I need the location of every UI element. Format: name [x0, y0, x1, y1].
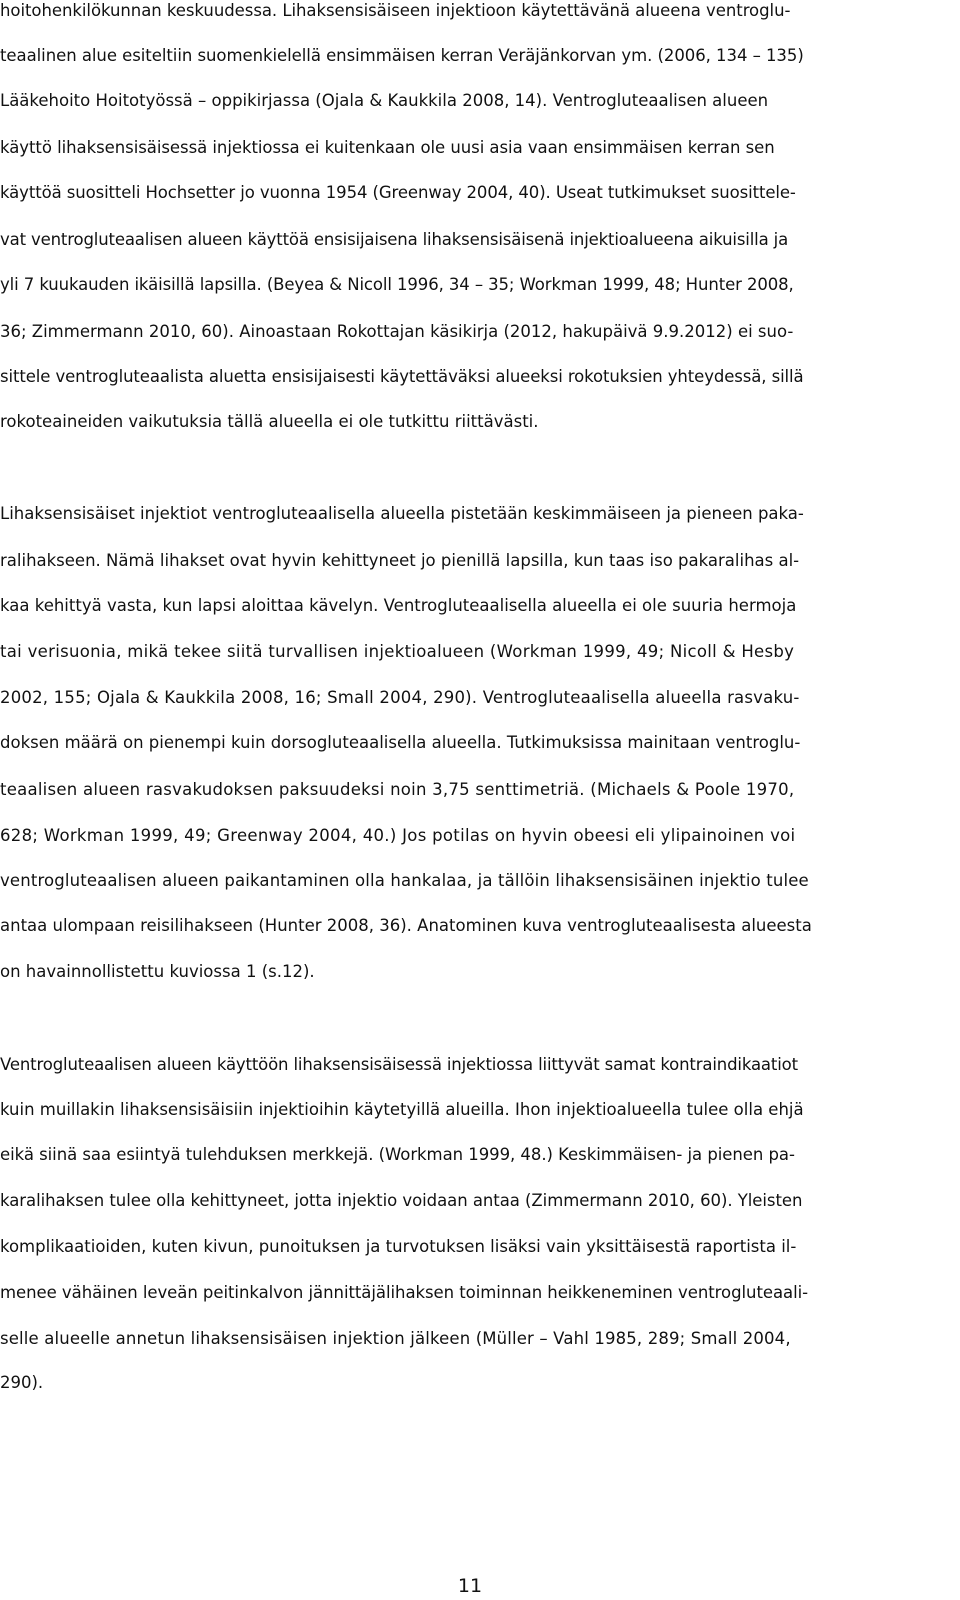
paragraph-line: karalihaksen tulee olla kehittyneet, jotta injektio voidaan antaa (Zimmermann 2010, 60). Yleisten: [0, 1191, 803, 1210]
paragraph-line: teaalinen alue esiteltiin suomenkielellä ensimmäisen kerran Veräjänkorvan ym. (2006, 134 – 135): [0, 46, 804, 65]
paragraph-line: yli 7 kuukauden ikäisillä lapsilla. (Beyea & Nicoll 1996, 34 – 35; Workman 1999, 48; Hunter 2008,: [0, 275, 794, 294]
paragraph-line: antaa ulompaan reisilihakseen (Hunter 2008, 36). Anatominen kuva ventrogluteaalisesta alueesta: [0, 916, 812, 935]
paragraph-line: kuin muillakin lihaksensisäisiin injektioihin käytetyillä alueilla. Ihon injektioalueella tulee olla ehjä: [0, 1100, 804, 1119]
paragraph-line: rokoteaineiden vaikutuksia tällä alueella ei ole tutkittu riittävästi.: [0, 412, 539, 431]
paragraph-line: ventrogluteaalisen alueen paikantaminen olla hankalaa, ja tällöin lihaksensisäinen injektio tulee: [0, 871, 809, 890]
paragraph-line: 36; Zimmermann 2010, 60). Ainoastaan Rokottajan käsikirja (2012, hakupäivä 9.9.2012) ei suo-: [0, 322, 794, 341]
paragraph-line: 290).: [0, 1373, 44, 1392]
page-number: 11: [457, 1575, 483, 1597]
paragraph-line: Ventrogluteaalisen alueen käyttöön lihaksensisäisessä injektiossa liittyvät samat kontraindikaatiot: [0, 1055, 798, 1074]
paragraph-line: sittele ventrogluteaalista aluetta ensisijaisesti käytettäväksi alueeksi rokotuksien yhteydessä, sillä: [0, 367, 804, 386]
paragraph-line: teaalisen alueen rasvakudoksen paksuudeksi noin 3,75 senttimetriä. (Michaels & Poole 1970,: [0, 780, 795, 799]
paragraph-line: 628; Workman 1999, 49; Greenway 2004, 40.) Jos potilas on hyvin obeesi eli ylipainoinen voi: [0, 826, 796, 845]
paragraph-line: käyttöä suositteli Hochsetter jo vuonna 1954 (Greenway 2004, 40). Useat tutkimukset suosittele-: [0, 183, 796, 202]
paragraph-line: komplikaatioiden, kuten kivun, punoituksen ja turvotuksen lisäksi vain yksittäisestä raportista il-: [0, 1237, 797, 1256]
paragraph-line: ralihakseen. Nämä lihakset ovat hyvin kehittyneet jo pienillä lapsilla, kun taas iso pakaralihas al-: [0, 551, 800, 570]
paragraph-line: Lääkehoito Hoitotyössä – oppikirjassa (Ojala & Kaukkila 2008, 14). Ventrogluteaalisen alueen: [0, 91, 769, 110]
paragraph-line: selle alueelle annetun lihaksensisäisen injektion jälkeen (Müller – Vahl 1985, 289; Small 2004,: [0, 1329, 791, 1348]
paragraph-line: doksen määrä on pienempi kuin dorsogluteaalisella alueella. Tutkimuksissa mainitaan ventroglu-: [0, 733, 801, 752]
paragraph-line: eikä siinä saa esiintyä tulehduksen merkkejä. (Workman 1999, 48.) Keskimmäisen- ja pienen pa-: [0, 1145, 795, 1164]
paragraph-line: Lihaksensisäiset injektiot ventrogluteaalisella alueella pistetään keskimmäiseen ja pieneen paka-: [0, 504, 804, 523]
paragraph-line: on havainnollistettu kuviossa 1 (s.12).: [0, 962, 315, 981]
paragraph-line: menee vähäinen leveän peitinkalvon jännittäjälihaksen toiminnan heikkeneminen ventrogluteaali-: [0, 1283, 809, 1302]
paragraph-line: hoitohenkilökunnan keskuudessa. Lihaksensisäiseen injektioon käytettävänä alueena ventroglu-: [0, 1, 791, 20]
paragraph-line: käyttö lihaksensisäisessä injektiossa ei kuitenkaan ole uusi asia vaan ensimmäisen kerran sen: [0, 138, 775, 157]
paragraph-line: tai verisuonia, mikä tekee siitä turvallisen injektioalueen (Workman 1999, 49; Nicoll & Hesby: [0, 642, 795, 661]
paragraph-line: 2002, 155; Ojala & Kaukkila 2008, 16; Small 2004, 290). Ventrogluteaalisella alueella rasvaku-: [0, 688, 800, 707]
paragraph-line: kaa kehittyä vasta, kun lapsi aloittaa kävelyn. Ventrogluteaalisella alueella ei ole suuria hermoja: [0, 596, 797, 615]
paragraph-line: vat ventrogluteaalisen alueen käyttöä ensisijaisena lihaksensisäisenä injektioalueena aikuisilla ja: [0, 230, 789, 249]
